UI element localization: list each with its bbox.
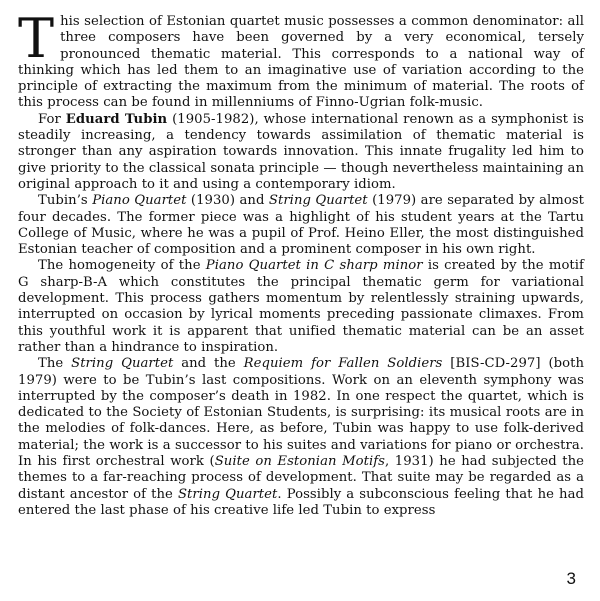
paragraph-piano-quartet [18, 258, 584, 356]
paragraph-quartets [18, 193, 584, 258]
text-run: The homogeneity of the [38, 258, 206, 274]
page-number: 3 [566, 569, 576, 588]
text-run: Tubin’s [38, 193, 93, 209]
text-run: , 1931) he had subjected the themes to a far-reaching process of development. That suite may be regarded as a distant ancestor of the [18, 454, 585, 502]
work-title: Piano Quartet [92, 193, 187, 209]
text-run: (1905-1982), whose international renown as a symphonist is steadily increasing, a tendency towards assimilation of thematic material is stronger than any aspiration towards innovation. This innate frugality led him to give priority to the classical sonata principle — though nevertheless maintaining an original approach to it and using a contemporary idiom. [18, 111, 584, 192]
text-run: For [38, 111, 66, 127]
work-title: String Quartet [177, 486, 278, 502]
paragraph-intro-text: his selection of Estonian quartet music possesses a common denominator: all three composers have been governed by a very economical, tersely pronounced thematic material. This corresponds to a national way of thinking which has led them to an imaginative use of variation according to the principle of extracting the maximum from the minimum of material. The roots of this process can be found in millenniums of Finno-Ugrian folk-music. [18, 14, 584, 111]
text-run: and the [173, 356, 244, 372]
paragraph-intro [18, 7, 584, 112]
work-title: Requiem for Fallen Soldiers [243, 356, 443, 372]
work-title: String Quartet [268, 193, 368, 209]
text-run: The [38, 356, 72, 372]
work-title: Suite on Estonian Motifs [214, 454, 385, 470]
composer-name: Eduard Tubin [65, 111, 168, 127]
paragraph-tubin-intro [18, 112, 584, 193]
page-body [18, 7, 585, 519]
text-run: (1979) are separated by almost four decades. The former piece was a highlight of his student years at the Tartu College of Music, where he was a pupil of Prof. Heino Eller, the most distinguished Estonian teacher of composition and a prominent composer in his own right. [18, 193, 584, 258]
text-run: (1930) and [186, 193, 269, 209]
drop-cap: T [18, 7, 55, 70]
text-run: [BIS-CD-297] (both 1979) were to be Tubin’s last compositions. Work on an eleventh symphony was interrupted by the composer’s death in 1982. In one respect the quartet, which is dedicated to the Society of Estonian Students, is surprising: its musical roots are in the melodies of folk-dances. Here, as before, Tubin was happy to use folk-derived material; the work is a successor to his suites and variations for piano or orchestra. In his first orchestral work ( [18, 356, 585, 470]
text-run: is created by the motif G sharp-B-A which constitutes the principal thematic germ for variational development. This process gathers momentum by relentlessly straining upwards, interrupted on occasion by lyrical moments preceding passionate climaxes. From this youthful work it is apparent that unified thematic material can be an asset rather than a hindrance to inspiration. [18, 258, 584, 355]
work-title: Piano Quartet in C sharp minor [205, 258, 423, 274]
text-run: . Possibly a subconscious feeling that he had entered the last phase of his creative life led Tubin to express [18, 486, 585, 518]
paragraph-string-quartet [18, 356, 584, 519]
work-title: String Quartet [71, 356, 174, 372]
